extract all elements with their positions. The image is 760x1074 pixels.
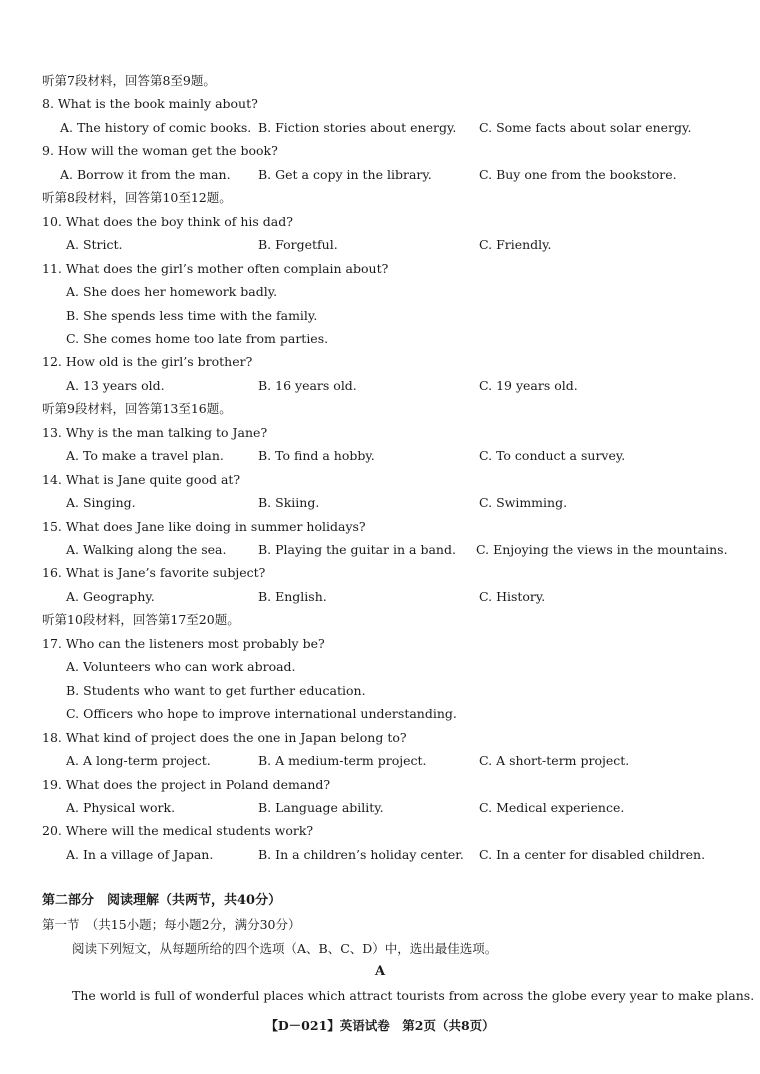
option-a: A. Geography. xyxy=(66,589,155,604)
question: 17. Who can the listeners most probably be? xyxy=(42,636,325,651)
option-line: A. Volunteers who can work abroad. xyxy=(66,659,296,674)
option-row xyxy=(0,378,760,394)
option-row xyxy=(0,120,760,136)
option-a: A. To make a travel plan. xyxy=(66,448,224,463)
option-a: A. Borrow it from the man. xyxy=(60,167,231,182)
option-c: C. Medical experience. xyxy=(479,800,625,815)
option-line: C. She comes home too late from parties. xyxy=(66,331,329,346)
option-row xyxy=(0,448,760,464)
option-b: B. Fiction stories about energy. xyxy=(258,120,457,135)
option-line: C. Officers who hope to improve international understanding. xyxy=(66,706,457,721)
option-a: A. Walking along the sea. xyxy=(66,542,227,557)
option-row xyxy=(0,589,760,605)
option-b: B. Get a copy in the library. xyxy=(258,167,432,182)
option-b: B. Forgetful. xyxy=(258,237,338,252)
option-b: B. English. xyxy=(258,589,327,604)
option-row xyxy=(0,753,760,769)
question: 15. What does Jane like doing in summer holidays? xyxy=(42,519,366,534)
question: 18. What kind of project does the one in Japan belong to? xyxy=(42,730,407,745)
option-a: A. Singing. xyxy=(66,495,136,510)
option-a: A. A long-term project. xyxy=(66,753,211,768)
question: 10. What does the boy think of his dad? xyxy=(42,214,293,229)
option-c: C. Friendly. xyxy=(479,237,552,252)
option-row xyxy=(0,847,760,863)
option-a: A. The history of comic books. xyxy=(60,120,252,135)
question: 20. Where will the medical students work? xyxy=(42,823,314,838)
option-b: B. To find a hobby. xyxy=(258,448,375,463)
option-line: B. Students who want to get further education. xyxy=(66,683,366,698)
option-c: C. Enjoying the views in the mountains. xyxy=(476,542,728,557)
option-c: C. History. xyxy=(479,589,546,604)
question: 16. What is Jane’s favorite subject? xyxy=(42,565,266,580)
option-row xyxy=(0,167,760,183)
option-c: C. Buy one from the bookstore. xyxy=(479,167,677,182)
section-heading: 听第9段材料，回答第13至16题。 xyxy=(42,401,232,416)
question: 14. What is Jane quite good at? xyxy=(42,472,241,487)
option-row xyxy=(0,237,760,253)
option-b: B. Skiing. xyxy=(258,495,320,510)
passage-first-line: The world is full of wonderful places which attract tourists from across the globe every year to make plans. xyxy=(72,988,755,1003)
page-footer: 【D－021】英语试卷 第2页（共8页） xyxy=(265,1018,495,1033)
section-heading: 听第7段材料，回答第8至9题。 xyxy=(42,73,216,88)
option-a: A. Strict. xyxy=(66,237,123,252)
option-row xyxy=(0,495,760,511)
option-b: B. In a children’s holiday center. xyxy=(258,847,464,862)
section-heading: 听第10段材料，回答第17至20题。 xyxy=(42,612,240,627)
option-b: B. Language ability. xyxy=(258,800,384,815)
question: 12. How old is the girl’s brother? xyxy=(42,354,253,369)
option-c: C. Swimming. xyxy=(479,495,568,510)
option-c: C. In a center for disabled children. xyxy=(479,847,706,862)
option-line: B. She spends less time with the family. xyxy=(66,308,318,323)
part2-section: 第一节 （共15小题；每小题2分，满分30分） xyxy=(42,917,301,932)
option-row xyxy=(0,800,760,816)
option-a: A. 13 years old. xyxy=(66,378,165,393)
question: 13. Why is the man talking to Jane? xyxy=(42,425,268,440)
question: 19. What does the project in Poland demand? xyxy=(42,777,331,792)
question: 9. How will the woman get the book? xyxy=(42,143,278,158)
option-c: C. 19 years old. xyxy=(479,378,578,393)
option-row xyxy=(0,542,760,558)
question: 11. What does the girl’s mother often complain about? xyxy=(42,261,389,276)
option-c: C. Some facts about solar energy. xyxy=(479,120,692,135)
part2-instruction: 阅读下列短文，从每题所给的四个选项（A、B、C、D）中，选出最佳选项。 xyxy=(72,941,498,956)
option-line: A. She does her homework badly. xyxy=(66,284,278,299)
option-b: B. 16 years old. xyxy=(258,378,357,393)
option-b: B. Playing the guitar in a band. xyxy=(258,542,456,557)
passage-label: A xyxy=(374,964,386,979)
part2-title: 第二部分 阅读理解（共两节，共40分） xyxy=(42,893,282,908)
option-c: C. To conduct a survey. xyxy=(479,448,626,463)
option-c: C. A short-term project. xyxy=(479,753,630,768)
option-a: A. Physical work. xyxy=(66,800,176,815)
option-b: B. A medium-term project. xyxy=(258,753,427,768)
option-a: A. In a village of Japan. xyxy=(66,847,214,862)
section-heading: 听第8段材料，回答第10至12题。 xyxy=(42,190,232,205)
question: 8. What is the book mainly about? xyxy=(42,96,258,111)
